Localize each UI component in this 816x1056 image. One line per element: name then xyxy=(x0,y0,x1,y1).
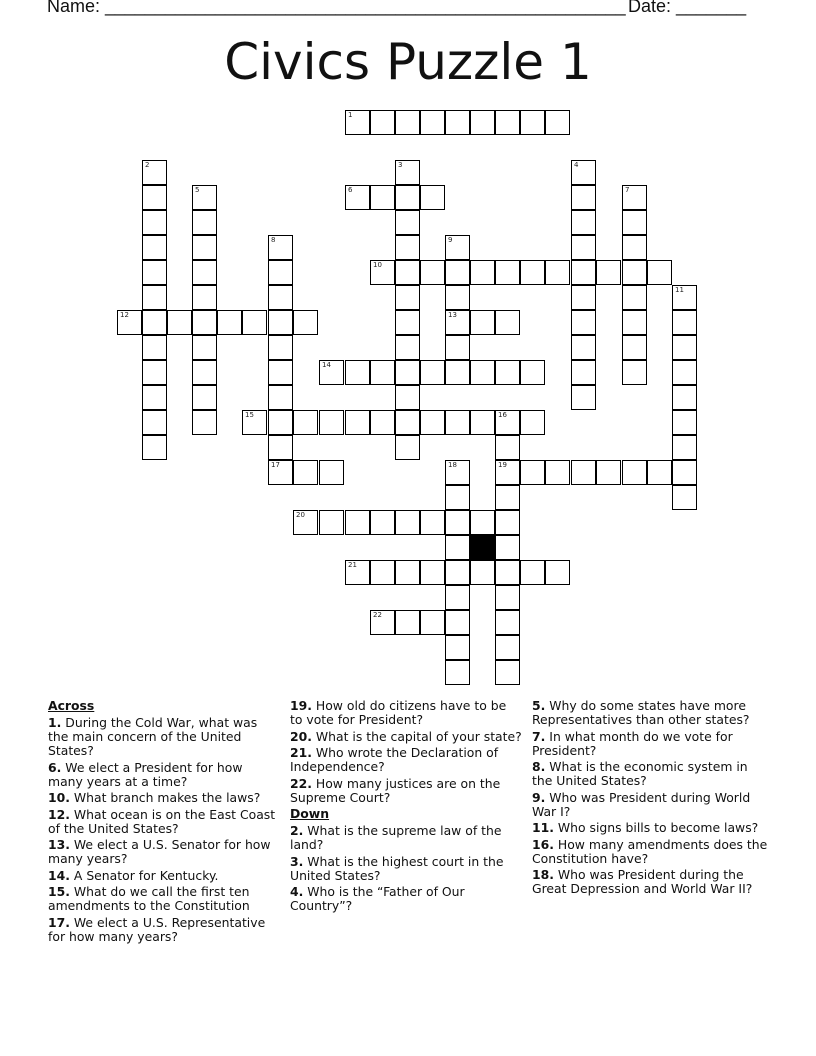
crossword-cell[interactable] xyxy=(470,560,495,585)
crossword-cell[interactable] xyxy=(622,285,647,310)
crossword-cell[interactable] xyxy=(470,360,495,385)
crossword-cell[interactable] xyxy=(520,460,545,485)
crossword-cell[interactable] xyxy=(192,285,217,310)
crossword-cell[interactable] xyxy=(622,335,647,360)
crossword-cell[interactable] xyxy=(495,510,520,535)
crossword-cell[interactable] xyxy=(167,310,192,335)
crossword-cell[interactable] xyxy=(395,185,420,210)
crossword-cell[interactable] xyxy=(622,260,647,285)
crossword-cell[interactable] xyxy=(622,360,647,385)
clue-item: 18. Who was President during the Great Depression and World War II? xyxy=(532,867,753,896)
crossword-cell[interactable] xyxy=(293,460,318,485)
clue-number: 10 xyxy=(373,261,382,269)
crossword-cell[interactable] xyxy=(571,210,596,235)
clue-item: 11. Who signs bills to become laws? xyxy=(532,820,759,835)
crossword-cell[interactable] xyxy=(495,260,520,285)
crossword-cell[interactable] xyxy=(495,485,520,510)
crossword-cell[interactable] xyxy=(596,260,621,285)
crossword-cell[interactable] xyxy=(192,235,217,260)
crossword-cell[interactable] xyxy=(370,510,395,535)
crossword-cell[interactable] xyxy=(470,310,495,335)
clue-number: 20 xyxy=(296,511,305,519)
crossword-cell[interactable] xyxy=(571,160,596,185)
clue-item: 17. We elect a U.S. Representative for how many years? xyxy=(48,914,266,944)
crossword-cell[interactable] xyxy=(672,385,697,410)
clue-item: 2. What is the supreme law of the land? xyxy=(290,823,502,852)
crossword-cell[interactable] xyxy=(345,360,370,385)
crossword-cell[interactable] xyxy=(571,360,596,385)
crossword-cell[interactable] xyxy=(672,285,697,310)
crossword-cell[interactable] xyxy=(622,235,647,260)
clue-number: 22 xyxy=(373,611,382,619)
clue-number: 8 xyxy=(271,236,276,244)
crossword-cell[interactable] xyxy=(445,510,470,535)
crossword-cell[interactable] xyxy=(319,360,344,385)
crossword-cell[interactable] xyxy=(268,335,293,360)
crossword-cell[interactable] xyxy=(672,485,697,510)
crossword-cell[interactable] xyxy=(571,335,596,360)
crossword-cell[interactable] xyxy=(142,160,167,185)
crossword-cell[interactable] xyxy=(445,310,470,335)
crossword-cell[interactable] xyxy=(470,260,495,285)
crossword-cell[interactable] xyxy=(142,260,167,285)
crossword-cell[interactable] xyxy=(192,185,217,210)
crossword-cell[interactable] xyxy=(445,335,470,360)
crossword-cell[interactable] xyxy=(495,410,520,435)
crossword-cell[interactable] xyxy=(420,410,445,435)
crossword-cell[interactable] xyxy=(370,260,395,285)
clue-number: 3 xyxy=(398,161,403,169)
clue-number: 12 xyxy=(120,311,129,319)
crossword-cell[interactable] xyxy=(520,410,545,435)
name-field-label: Name: ____________________________________________________ xyxy=(47,0,626,16)
crossword-cell[interactable] xyxy=(395,285,420,310)
crossword-cell[interactable] xyxy=(142,210,167,235)
crossword-cell[interactable] xyxy=(217,310,242,335)
crossword-cell[interactable] xyxy=(370,610,395,635)
crossword-cell[interactable] xyxy=(445,460,470,485)
crossword-cell[interactable] xyxy=(395,410,420,435)
crossword-cell[interactable] xyxy=(268,260,293,285)
crossword-cell[interactable] xyxy=(268,385,293,410)
clue-number: 7 xyxy=(625,186,630,194)
crossword-cell[interactable] xyxy=(420,360,445,385)
crossword-cell[interactable] xyxy=(142,235,167,260)
clue-number: 9 xyxy=(448,236,453,244)
clue-item: 16. How many amendments does the Constitution have? xyxy=(532,836,768,866)
crossword-cell[interactable] xyxy=(571,460,596,485)
crossword-cell[interactable] xyxy=(622,460,647,485)
clue-item: 6. We elect a President for how many years at a time? xyxy=(48,759,243,789)
crossword-cell[interactable] xyxy=(420,510,445,535)
clue-item: 1. During the Cold War, what was the main concern of the United States? xyxy=(48,715,258,758)
clue-item: 15. What do we call the first ten amendments to the Constitution xyxy=(48,884,250,913)
page-title: Civics Puzzle 1 xyxy=(224,33,592,91)
crossword-cell[interactable] xyxy=(545,560,570,585)
crossword-cell[interactable] xyxy=(370,110,395,135)
crossword-cell[interactable] xyxy=(370,360,395,385)
clue-item: 8. What is the economic system in the United States? xyxy=(532,759,748,788)
clue-item: 5. Why do some states have more Representatives than other states? xyxy=(532,698,750,727)
crossword-cell[interactable] xyxy=(520,110,545,135)
crossword-cell[interactable] xyxy=(268,310,293,335)
crossword-cell[interactable] xyxy=(242,310,267,335)
clue-item: 19. How old do citizens have to be to vote for President? xyxy=(290,698,507,727)
date-field-label: Date: _______ xyxy=(628,0,747,16)
crossword-cell[interactable] xyxy=(395,385,420,410)
crossword-cell[interactable] xyxy=(142,310,167,335)
crossword-cell[interactable] xyxy=(445,535,470,560)
clue-number: 4 xyxy=(574,161,579,169)
crossword-cell[interactable] xyxy=(545,260,570,285)
crossword-cell[interactable] xyxy=(142,335,167,360)
crossword-cell[interactable] xyxy=(268,460,293,485)
crossword-cell[interactable] xyxy=(345,560,370,585)
crossword-cell[interactable] xyxy=(242,410,267,435)
crossword-cell[interactable] xyxy=(420,610,445,635)
crossword-cell[interactable] xyxy=(571,385,596,410)
crossword-cell[interactable] xyxy=(571,185,596,210)
crossword-cell[interactable] xyxy=(395,435,420,460)
crossword-cell[interactable] xyxy=(192,360,217,385)
crossword-cell[interactable] xyxy=(470,410,495,435)
crossword-cell[interactable] xyxy=(142,385,167,410)
crossword-cell[interactable] xyxy=(395,210,420,235)
crossword-cell[interactable] xyxy=(192,410,217,435)
clue-number: 2 xyxy=(145,161,150,169)
crossword-cell[interactable] xyxy=(672,335,697,360)
crossword-cell[interactable] xyxy=(445,635,470,660)
crossword-cell[interactable] xyxy=(495,360,520,385)
clue-item: 9. Who was President during World War I? xyxy=(532,789,751,819)
crossword-cell[interactable] xyxy=(647,460,672,485)
crossword-cell[interactable] xyxy=(395,110,420,135)
clue-number: 11 xyxy=(675,286,684,294)
crossword-block-cell xyxy=(470,535,495,560)
crossword-cell[interactable] xyxy=(345,510,370,535)
crossword-cell[interactable] xyxy=(395,610,420,635)
crossword-cell[interactable] xyxy=(345,410,370,435)
crossword-cell[interactable] xyxy=(268,285,293,310)
clue-item: 13. We elect a U.S. Senator for how many years? xyxy=(48,837,271,866)
crossword-cell[interactable] xyxy=(495,310,520,335)
crossword-cell[interactable] xyxy=(571,235,596,260)
crossword-cell[interactable] xyxy=(445,360,470,385)
crossword-cell[interactable] xyxy=(268,360,293,385)
clue-item: 21. Who wrote the Declaration of Independence? xyxy=(290,745,499,774)
crossword-cell[interactable] xyxy=(495,610,520,635)
crossword-cell[interactable] xyxy=(495,660,520,685)
clue-number: 16 xyxy=(498,411,507,419)
clue-item: 14. A Senator for Kentucky. xyxy=(48,867,219,883)
clue-number: 18 xyxy=(448,461,457,469)
crossword-cell[interactable] xyxy=(445,235,470,260)
crossword-cell[interactable] xyxy=(319,410,344,435)
crossword-cell[interactable] xyxy=(395,360,420,385)
crossword-cell[interactable] xyxy=(192,310,217,335)
crossword-cell[interactable] xyxy=(445,285,470,310)
crossword-cell[interactable] xyxy=(142,435,167,460)
crossword-cell[interactable] xyxy=(495,535,520,560)
crossword-cell[interactable] xyxy=(622,210,647,235)
clues-column-1 xyxy=(48,699,280,946)
crossword-cell[interactable] xyxy=(571,310,596,335)
crossword-cell[interactable] xyxy=(142,360,167,385)
clue-item: 3. What is the highest court in the United States? xyxy=(290,853,504,883)
clue-number: 13 xyxy=(448,311,457,319)
crossword-cell[interactable] xyxy=(142,185,167,210)
crossword-cell[interactable] xyxy=(545,110,570,135)
crossword-cell[interactable] xyxy=(420,560,445,585)
crossword-cell[interactable] xyxy=(520,560,545,585)
crossword-cell[interactable] xyxy=(495,585,520,610)
crossword-cell[interactable] xyxy=(672,360,697,385)
crossword-cell[interactable] xyxy=(192,260,217,285)
crossword-cell[interactable] xyxy=(672,310,697,335)
crossword-cell[interactable] xyxy=(520,360,545,385)
crossword-cell[interactable] xyxy=(192,385,217,410)
clues-column-2 xyxy=(290,699,522,916)
crossword-cell[interactable] xyxy=(445,260,470,285)
crossword-cell[interactable] xyxy=(293,510,318,535)
clue-number: 14 xyxy=(322,361,331,369)
crossword-cell[interactable] xyxy=(445,585,470,610)
crossword-cell[interactable] xyxy=(370,185,395,210)
crossword-cell[interactable] xyxy=(395,310,420,335)
crossword-cell[interactable] xyxy=(495,460,520,485)
crossword-cell[interactable] xyxy=(420,110,445,135)
crossword-cell[interactable] xyxy=(495,560,520,585)
crossword-cell[interactable] xyxy=(268,235,293,260)
crossword-cell[interactable] xyxy=(445,110,470,135)
crossword-cell[interactable] xyxy=(395,160,420,185)
crossword-cell[interactable] xyxy=(495,110,520,135)
crossword-cell[interactable] xyxy=(545,460,570,485)
crossword-cell[interactable] xyxy=(495,435,520,460)
crossword-cell[interactable] xyxy=(395,510,420,535)
crossword-cell[interactable] xyxy=(395,235,420,260)
crossword-cell[interactable] xyxy=(571,260,596,285)
clue-item: 22. How many justices are on the Supreme Court? xyxy=(290,775,501,805)
crossword-cell[interactable] xyxy=(395,335,420,360)
crossword-cell[interactable] xyxy=(622,310,647,335)
crossword-cell[interactable] xyxy=(142,285,167,310)
clue-number: 15 xyxy=(245,411,254,419)
down-heading: Down xyxy=(290,806,330,821)
crossword-cell[interactable] xyxy=(445,410,470,435)
crossword-cell[interactable] xyxy=(672,435,697,460)
clue-number: 6 xyxy=(348,186,353,194)
crossword-cell[interactable] xyxy=(445,660,470,685)
crossword-cell[interactable] xyxy=(319,510,344,535)
crossword-cell[interactable] xyxy=(520,260,545,285)
crossword-cell[interactable] xyxy=(596,460,621,485)
crossword-cell[interactable] xyxy=(395,260,420,285)
crossword-cell[interactable] xyxy=(268,410,293,435)
crossword-cell[interactable] xyxy=(470,510,495,535)
crossword-cell[interactable] xyxy=(117,310,142,335)
clue-item: 10. What branch makes the laws? xyxy=(48,790,261,805)
clue-item: 7. In what month do we vote for President? xyxy=(532,728,733,758)
clue-number: 17 xyxy=(271,461,280,469)
crossword-cell[interactable] xyxy=(672,460,697,485)
clues-column-3 xyxy=(532,699,768,899)
crossword-cell[interactable] xyxy=(268,435,293,460)
crossword-cell[interactable] xyxy=(370,560,395,585)
clue-number: 21 xyxy=(348,561,357,569)
crossword-cell[interactable] xyxy=(345,110,370,135)
crossword-cell[interactable] xyxy=(192,335,217,360)
crossword-cell[interactable] xyxy=(192,210,217,235)
crossword-cell[interactable] xyxy=(293,410,318,435)
clue-number: 19 xyxy=(498,461,507,469)
crossword-cell[interactable] xyxy=(445,485,470,510)
clue-number: 1 xyxy=(348,111,353,119)
clue-item: 12. What ocean is on the East Coast of the United States? xyxy=(48,806,276,836)
across-heading: Across xyxy=(48,698,95,713)
clue-number: 5 xyxy=(195,186,200,194)
crossword-cell[interactable] xyxy=(672,410,697,435)
crossword-cell[interactable] xyxy=(142,410,167,435)
crossword-cell[interactable] xyxy=(293,310,318,335)
crossword-cell[interactable] xyxy=(445,610,470,635)
crossword-cell[interactable] xyxy=(370,410,395,435)
crossword-cell[interactable] xyxy=(495,635,520,660)
clue-item: 20. What is the capital of your state? xyxy=(290,728,522,744)
crossword-cell[interactable] xyxy=(420,260,445,285)
crossword-cell[interactable] xyxy=(420,185,445,210)
crossword-cell[interactable] xyxy=(395,560,420,585)
crossword-cell[interactable] xyxy=(445,560,470,585)
crossword-cell[interactable] xyxy=(622,185,647,210)
crossword-cell[interactable] xyxy=(470,110,495,135)
clue-item: 4. Who is the “Father of Our Country”? xyxy=(290,884,465,913)
crossword-cell[interactable] xyxy=(647,260,672,285)
crossword-cell[interactable] xyxy=(571,285,596,310)
crossword-cell[interactable] xyxy=(319,460,344,485)
crossword-cell[interactable] xyxy=(345,185,370,210)
